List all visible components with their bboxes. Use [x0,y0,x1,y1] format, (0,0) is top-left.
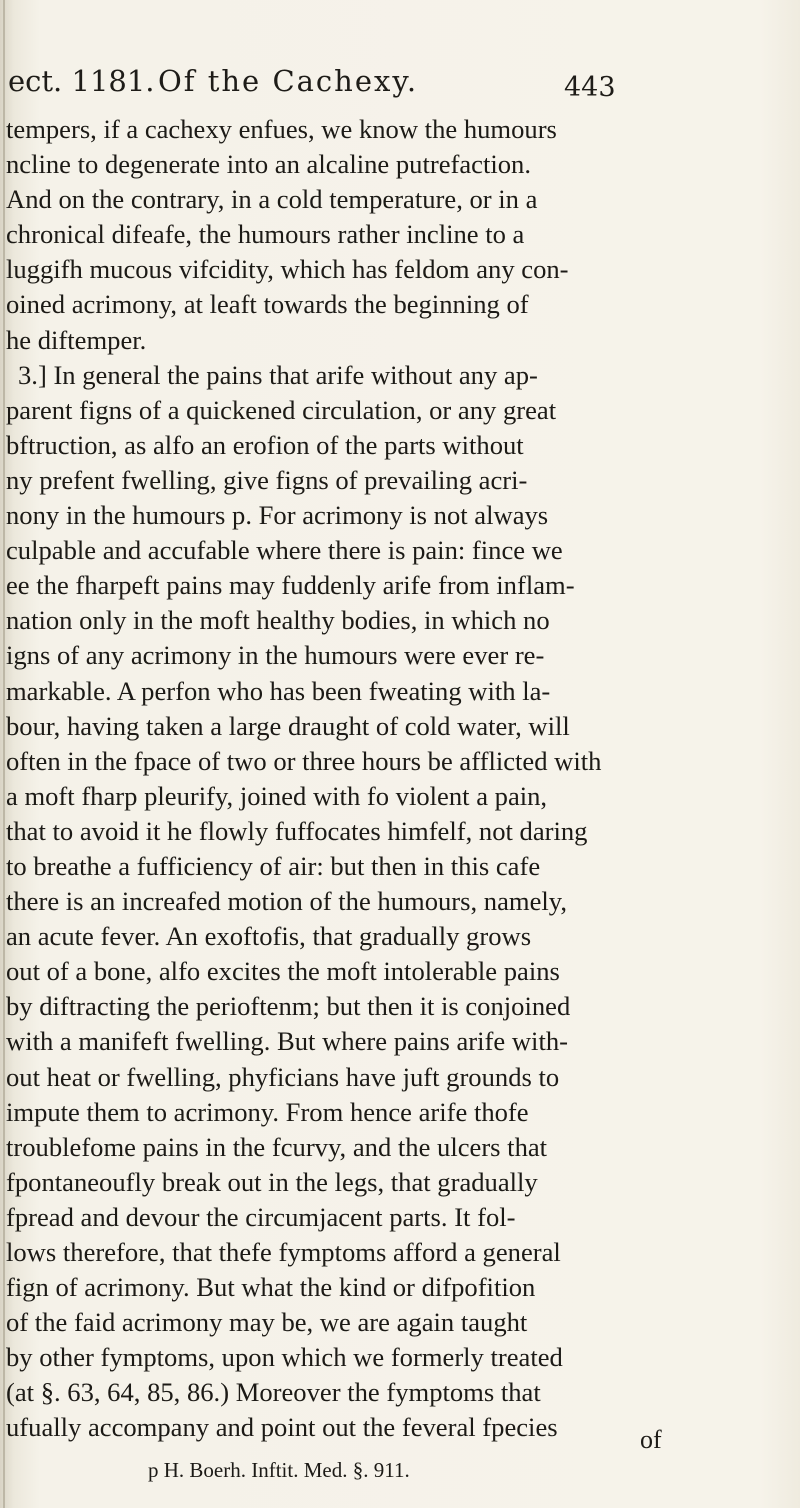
section-reference: ect. 1181. [8,64,155,98]
text-line: often in the fpace of two or three hours be afflicted with [6,745,602,776]
text-line: And on the contrary, in a cold temperature, or in a [6,184,538,215]
text-line: fpread and devour the circumjacent parts. It fol- [6,1201,516,1232]
text-line: to breathe a fufficiency of air: but then in this cafe [6,850,541,881]
catchword: of [640,1425,662,1454]
text-line: chronical difeafe, the humours rather incline to a [6,219,525,250]
text-line: a moft fharp pleurify, joined with fo violent a pain, [6,780,548,811]
text-line: igns of any acrimony in the humours were ever re- [6,640,545,671]
text-line: markable. A perfon who has been fweating with la- [6,675,551,706]
text-line: ny prefent fwelling, give figns of prevailing acri- [6,464,528,495]
gutter-edge [3,0,5,1508]
text-line: ncline to degenerate into an alcaline putrefaction. [6,149,531,180]
text-line: bour, having taken a large draught of cold water, will [6,710,570,741]
text-line: nony in the humours p. For acrimony is not always [6,500,549,531]
page-number: 443 [564,72,616,103]
body-text [6,112,766,1446]
text-line: ee the fharpeft pains may fuddenly arife from inflam- [6,570,575,601]
text-line: ufually accompany and point out the feveral fpecies [6,1412,558,1443]
text-line: there is an increafed motion of the humours, namely, [6,886,568,917]
text-line: culpable and accufable where there is pain: fince we [6,535,563,566]
text-line: nation only in the moft healthy bodies, in which no [6,605,550,636]
running-header [8,58,648,102]
text-line: impute them to acrimony. From hence arife thofe [6,1096,529,1127]
text-line: oined acrimony, at leaft towards the beginning of [6,289,529,320]
text-line: by diftracting the perioftenm; but then it is conjoined [6,991,571,1022]
text-line: he diftemper. [6,324,147,355]
running-title: Of the Cachexy. [158,64,419,98]
text-line: with a manifeft fwelling. But where pains arife with- [6,1026,568,1057]
text-line: by other fymptoms, upon which we formerly treated [6,1342,563,1373]
text-line: bftruction, as alfo an erofion of the parts without [6,429,524,460]
text-line: luggifh mucous vifcidity, which has feldom any con- [6,254,569,285]
text-line: lows therefore, that thefe fymptoms afford a general [6,1237,561,1267]
text-line: an acute fever. An exoftofis, that gradually grows [6,921,532,952]
text-line: fpontaneoufly break out in the legs, that gradually [6,1166,538,1197]
text-line: troublefome pains in the fcurvy, and the ulcers that [6,1131,548,1162]
text-line: 3.] In general the pains that arife without any ap- [18,359,538,390]
text-line: out heat or fwelling, phyficians have juft grounds to [6,1061,560,1092]
text-line: of the faid acrimony may be, we are again taught [6,1307,528,1338]
text-line: tempers, if a cachexy enfues, we know the humours [6,114,557,144]
text-line: (at §. 63, 64, 85, 86.) Moreover the fymptoms that [6,1377,541,1408]
text-line: parent figns of a quickened circulation, or any great [6,394,557,425]
text-line: out of a bone, alfo excites the moft intolerable pains [6,956,560,987]
footnote: p H. Boerh. Inftit. Med. §. 911. [148,1458,410,1482]
text-line: that to avoid it he flowly fuffocates himfelf, not daring [6,815,588,846]
text-line: fign of acrimony. But what the kind or difpofition [6,1272,536,1303]
